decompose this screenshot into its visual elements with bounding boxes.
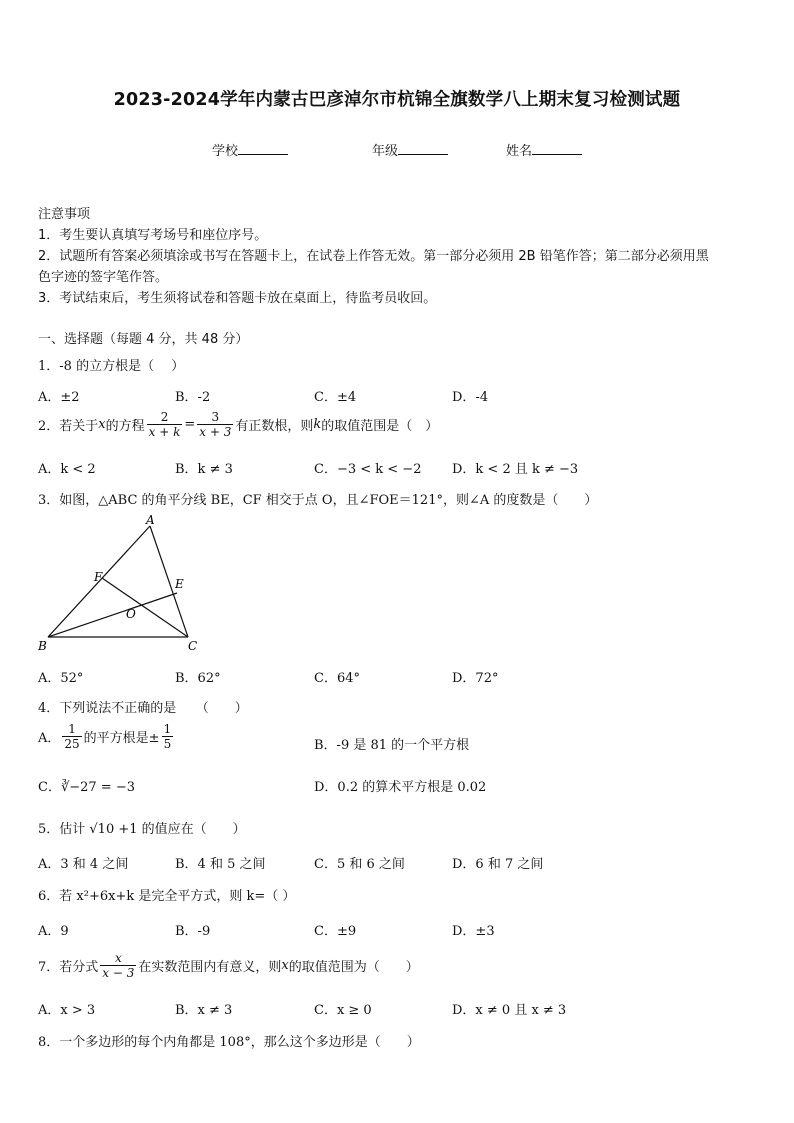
q4-option-b[interactable]: B．-9 是 81 的一个平方根 (314, 738, 470, 753)
q2-f1-den: x + k (148, 425, 181, 439)
notice-heading: 注意事项 (38, 207, 91, 222)
q2-mid1: 的方程 (105, 419, 145, 434)
label-f: F (94, 570, 103, 584)
q7-option-c[interactable]: C．x ≥ 0 (314, 1003, 372, 1018)
grade-blank[interactable] (398, 142, 448, 155)
q2-mid2: 有正数根，则 (235, 419, 314, 434)
q4-a-den: 25 (64, 737, 80, 751)
q2-var-x: x (98, 417, 106, 432)
q4-option-d[interactable]: D．0.2 的算术平方根是 0.02 (314, 780, 487, 795)
q4-a-fraction (62, 722, 81, 751)
q2-f1-num: 2 (160, 410, 169, 424)
grade-label: 年级 (372, 144, 399, 159)
q2-prefix: 2．若关于 (38, 419, 99, 434)
label-o: O (126, 607, 136, 621)
q2-f2-den: x + 3 (199, 425, 232, 439)
q1-option-b[interactable]: B．-2 (175, 390, 211, 405)
q7-suffix: 的取值范围为（ ） (288, 960, 419, 975)
q8-stem: 8．一个多边形的每个内角都是 108°，那么这个多边形是（ ） (38, 1035, 420, 1050)
q6-option-d[interactable]: D．±3 (452, 924, 495, 939)
q1-option-d[interactable]: D．-4 (452, 390, 489, 405)
q4-option-c[interactable]: C．∛−27 = −3 (38, 780, 135, 795)
q4-a-fraction-2 (162, 722, 174, 751)
q6-stem: 6．若 x²+6x+k 是完全平方式，则 k=（ ） (38, 889, 296, 904)
school-blank[interactable] (238, 142, 288, 155)
label-a: A (146, 513, 155, 527)
q2-var-k: k (313, 417, 322, 432)
q5-option-d[interactable]: D．6 和 7 之间 (452, 857, 544, 872)
grade-field (372, 140, 448, 159)
q3-option-d[interactable]: D．72° (452, 671, 499, 686)
q5-option-b[interactable]: B．4 和 5 之间 (175, 857, 266, 872)
q2-option-a[interactable]: A．k < 2 (38, 462, 96, 477)
notice-item-2: 2．试题所有答案必须填涂或书写在答题卡上，在试卷上作答无效。第一部分必须用 2B 铅笔作答；第二部分必须用黑 (38, 249, 709, 264)
school-field (212, 140, 288, 159)
name-blank[interactable] (532, 142, 582, 155)
name-label: 姓名 (506, 144, 533, 159)
q7-f-num: x (114, 951, 122, 965)
q7-option-b[interactable]: B．x ≠ 3 (175, 1003, 233, 1018)
label-b: B (38, 639, 47, 653)
q5-option-a[interactable]: A．3 和 4 之间 (38, 857, 129, 872)
q5-option-c[interactable]: C．5 和 6 之间 (314, 857, 405, 872)
q5-stem: 5．估计 √10 +1 的值应在（ ） (38, 822, 246, 837)
q6-option-a[interactable]: A．9 (38, 924, 69, 939)
label-c: C (188, 639, 198, 653)
q3-option-b[interactable]: B．62° (175, 671, 221, 686)
q1-stem: 1．-8 的立方根是（ ） (38, 359, 185, 374)
notice-item-2-cont: 色字迹的签字笔作答。 (38, 270, 169, 285)
q1-option-c[interactable]: C．±4 (314, 390, 357, 405)
q6-option-c[interactable]: C．±9 (314, 924, 357, 939)
q2-option-c[interactable]: C．−3 < k < −2 (314, 462, 422, 477)
q4-a-num: 1 (68, 722, 76, 736)
q7-mid: 在实数范围内有意义，则 (138, 960, 282, 975)
q6-option-b[interactable]: B．-9 (175, 924, 211, 939)
label-e: E (175, 577, 184, 591)
q2-option-b[interactable]: B．k ≠ 3 (175, 462, 233, 477)
q4-option-a[interactable] (38, 722, 175, 751)
exam-title: 2023-2024学年内蒙古巴彦淖尔市杭锦全旗数学八上期末复习检测试题 (113, 90, 681, 110)
notice-item-1: 1．考生要认真填写考场号和座位序号。 (38, 228, 268, 243)
q7-fraction (100, 951, 136, 980)
q3-option-c[interactable]: C．64° (314, 671, 360, 686)
q7-stem (38, 951, 419, 980)
q4-stem: 4．下列说法不正确的是 （ ） (38, 701, 248, 716)
q1-option-a[interactable]: A．±2 (38, 390, 80, 405)
name-field (506, 140, 582, 159)
q7-option-d[interactable]: D．x ≠ 0 且 x ≠ 3 (452, 1003, 567, 1018)
q2-option-d[interactable]: D．k < 2 且 k ≠ −3 (452, 462, 579, 477)
q2-fraction-1 (147, 410, 183, 439)
q2-equals: = (184, 417, 196, 432)
q7-prefix: 7．若分式 (38, 960, 99, 975)
q2-fraction-2 (197, 410, 233, 439)
bisector-be (48, 593, 177, 637)
q7-f-den: x − 3 (102, 966, 135, 980)
q2-f2-num: 3 (211, 410, 220, 424)
q4-a-mid: 的平方根是± (83, 731, 160, 746)
q3-option-a[interactable]: A．52° (38, 671, 84, 686)
q3-stem: 3．如图，△ABC 的角平分线 BE，CF 相交于点 O，且∠FOE＝121°，则∠A 的度数是（ ） (38, 493, 598, 508)
q7-var-x: x (281, 958, 289, 973)
notice-item-3: 3．考试结束后，考生须将试卷和答题卡放在桌面上，待监考员收回。 (38, 291, 437, 306)
section-heading: 一、选择题（每题 4 分，共 48 分） (38, 332, 249, 347)
q2-suffix: 的取值范围是（ ） (321, 419, 439, 434)
school-label: 学校 (212, 144, 239, 159)
triangle-figure (30, 512, 210, 656)
q2-stem (38, 410, 438, 439)
q4-a-num2: 1 (163, 722, 172, 736)
q7-option-a[interactable]: A．x > 3 (38, 1003, 96, 1018)
q4-a-prefix: A． (38, 731, 61, 746)
q4-a-den2: 5 (163, 737, 172, 751)
